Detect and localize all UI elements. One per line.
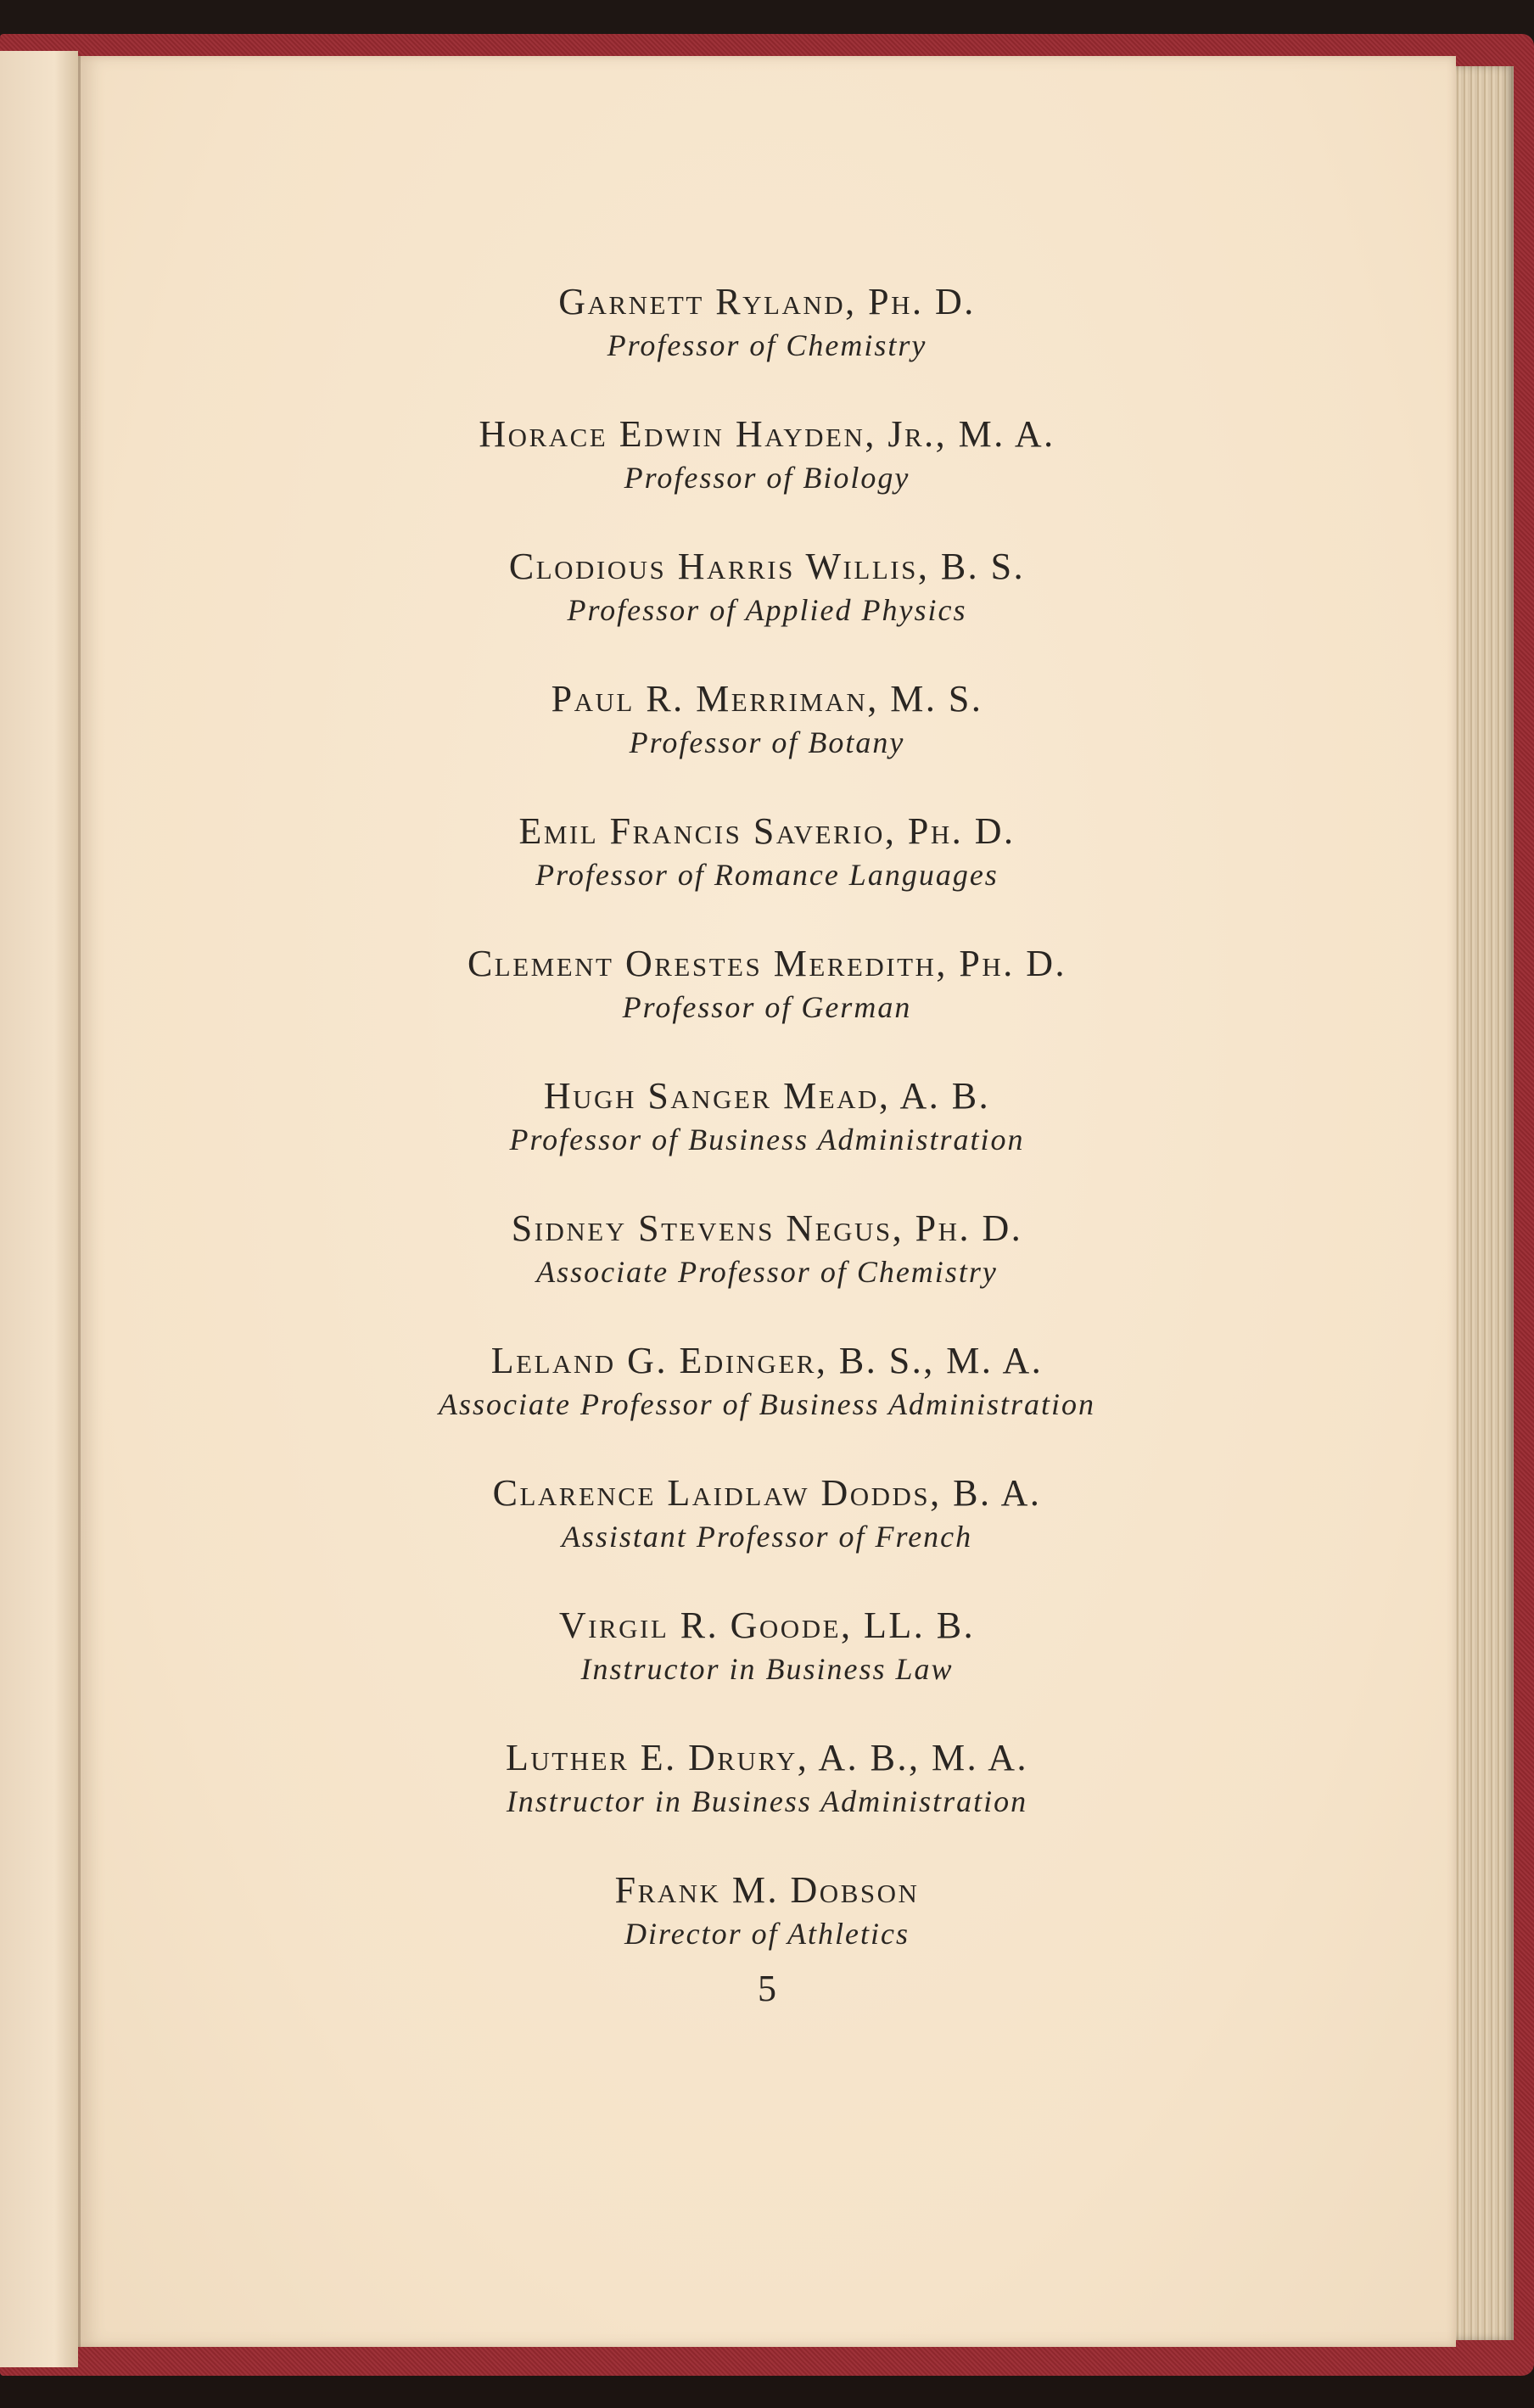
faculty-name: Emil Francis Saverio, Ph. D. xyxy=(518,810,1016,852)
faculty-name: Luther E. Drury, A. B., M. A. xyxy=(506,1737,1028,1778)
faculty-entry xyxy=(78,1604,1456,1736)
faculty-entry xyxy=(78,545,1456,677)
left-page-sliver xyxy=(0,51,78,2367)
page-number: 5 xyxy=(758,1968,776,2009)
faculty-title: Director of Athletics xyxy=(624,1917,910,1951)
page-edges xyxy=(1447,66,1514,2340)
faculty-entry xyxy=(78,1471,1456,1604)
faculty-name: Sidney Stevens Negus, Ph. D. xyxy=(511,1207,1023,1249)
faculty-entry xyxy=(78,1074,1456,1207)
faculty-entry xyxy=(78,1207,1456,1339)
faculty-title: Associate Professor of Business Administration xyxy=(438,1387,1095,1421)
faculty-entry xyxy=(78,942,1456,1074)
faculty-title: Professor of Romance Languages xyxy=(535,858,999,892)
faculty-name: Paul R. Merriman, M. S. xyxy=(551,678,983,720)
faculty-title: Professor of German xyxy=(622,990,912,1024)
faculty-title: Professor of Business Administration xyxy=(509,1123,1025,1156)
faculty-entry xyxy=(78,1736,1456,1868)
faculty-title: Professor of Biology xyxy=(624,461,910,495)
faculty-entry xyxy=(78,1339,1456,1471)
faculty-name: Clement Orestes Meredith, Ph. D. xyxy=(467,943,1067,984)
faculty-name: Leland G. Edinger, B. S., M. A. xyxy=(490,1340,1044,1381)
faculty-entry xyxy=(78,412,1456,545)
faculty-title: Professor of Botany xyxy=(629,725,905,759)
faculty-entry xyxy=(78,809,1456,942)
faculty-name: Garnett Ryland, Ph. D. xyxy=(558,281,976,322)
faculty-name: Frank M. Dobson xyxy=(614,1869,920,1911)
faculty-title: Instructor in Business Administration xyxy=(506,1784,1028,1818)
faculty-entry xyxy=(78,677,1456,809)
faculty-title: Professor of Applied Physics xyxy=(567,593,967,627)
faculty-name: Clodious Harris Willis, B. S. xyxy=(508,546,1026,587)
faculty-title: Associate Professor of Chemistry xyxy=(536,1255,998,1289)
faculty-title: Instructor in Business Law xyxy=(580,1652,954,1686)
faculty-name: Clarence Laidlaw Dodds, B. A. xyxy=(492,1472,1042,1514)
faculty-entry xyxy=(78,280,1456,412)
faculty-list xyxy=(78,280,1456,2001)
faculty-title: Assistant Professor of French xyxy=(561,1520,973,1554)
faculty-name: Hugh Sanger Mead, A. B. xyxy=(543,1075,991,1117)
faculty-name: Virgil R. Goode, LL. B. xyxy=(558,1604,976,1646)
faculty-name: Horace Edwin Hayden, Jr., M. A. xyxy=(479,413,1055,455)
faculty-title: Professor of Chemistry xyxy=(607,328,927,362)
